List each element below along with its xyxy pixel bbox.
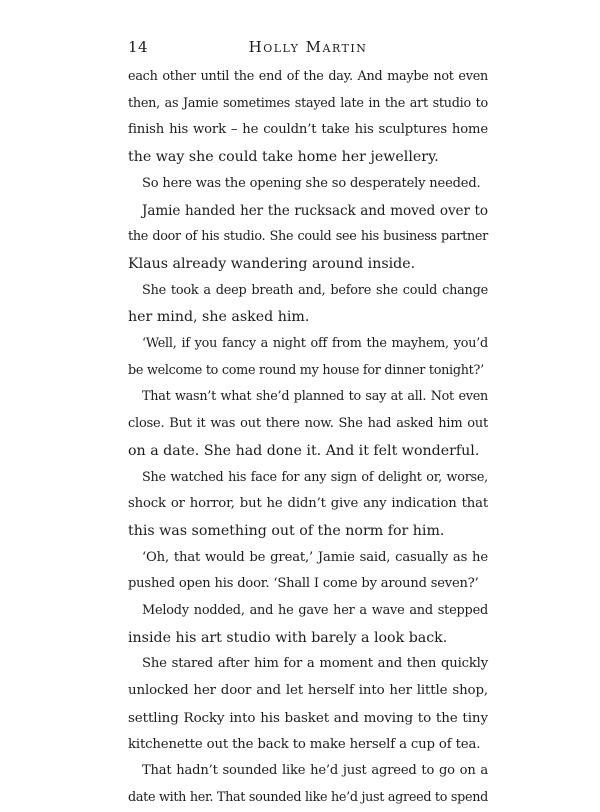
- text-line: ‘Well, if you fancy a night off from the mayhem, you’d: [142, 336, 488, 352]
- text-line: She took a deep breath and, before she could change: [142, 282, 488, 298]
- text-line: date with her. That sounded like he’d just agreed to spend: [128, 789, 488, 805]
- text-line: on a date. She had done it. And it felt wonderful.: [128, 442, 480, 459]
- text-line: shock or horror, but he didn’t give any indication that: [128, 496, 488, 512]
- text-line: She watched his face for any sign of delight or, worse,: [142, 469, 488, 485]
- text-line: So here was the opening she so desperately needed.: [142, 175, 481, 191]
- text-line: be welcome to come round my house for dinner tonight?’: [128, 362, 484, 378]
- text-line: Melody nodded, and he gave her a wave and stepped: [142, 603, 488, 619]
- paragraph: [128, 198, 488, 278]
- text-line: settling Rocky into his basket and moving to the tiny: [128, 709, 488, 726]
- paragraph: [128, 384, 488, 464]
- body-text: [128, 64, 488, 812]
- text-line: each other until the end of the day. And maybe not even: [128, 69, 488, 84]
- text-line: her mind, she asked him.: [128, 309, 310, 326]
- paragraph: [128, 278, 488, 331]
- text-line: She stared after him for a moment and then quickly: [142, 656, 488, 672]
- text-line: Jamie handed her the rucksack and moved over to: [142, 202, 488, 219]
- text-line: finish his work – he couldn’t take his sculptures home: [128, 122, 488, 138]
- text-line: That wasn’t what she’d planned to say at all. Not even: [142, 389, 488, 405]
- paragraph: [128, 598, 488, 651]
- text-line: unlocked her door and let herself into her little shop,: [128, 683, 488, 699]
- paragraph: [128, 331, 488, 384]
- text-line: then, as Jamie sometimes stayed late in the art studio to: [128, 95, 488, 111]
- paragraph: [128, 64, 488, 171]
- text-line: That hadn’t sounded like he’d just agreed to go on a: [142, 763, 488, 779]
- text-line: kitchenette out the back to make herself a cup of tea.: [128, 736, 481, 752]
- text-line: the way she could take home her jewellery.: [128, 149, 439, 166]
- paragraph: [128, 545, 488, 598]
- paragraph: [128, 651, 488, 758]
- text-line: close. But it was out there now. She had asked him out: [128, 416, 488, 432]
- paragraph: [128, 465, 488, 545]
- running-head: [128, 38, 488, 60]
- page-number: 14: [128, 38, 149, 56]
- paragraph: [128, 171, 488, 198]
- header-author: Holly Martin: [248, 38, 368, 56]
- text-line: the door of his studio. She could see his business partner: [128, 229, 488, 245]
- text-line: inside his art studio with barely a look back.: [128, 629, 448, 646]
- paragraph: [128, 758, 488, 811]
- text-line: this was something out of the norm for him.: [128, 522, 445, 539]
- text-line: pushed open his door. ‘Shall I come by around seven?’: [128, 576, 479, 592]
- text-line: ‘Oh, that would be great,’ Jamie said, casually as he: [142, 549, 488, 565]
- text-line: Klaus already wandering around inside.: [128, 255, 416, 272]
